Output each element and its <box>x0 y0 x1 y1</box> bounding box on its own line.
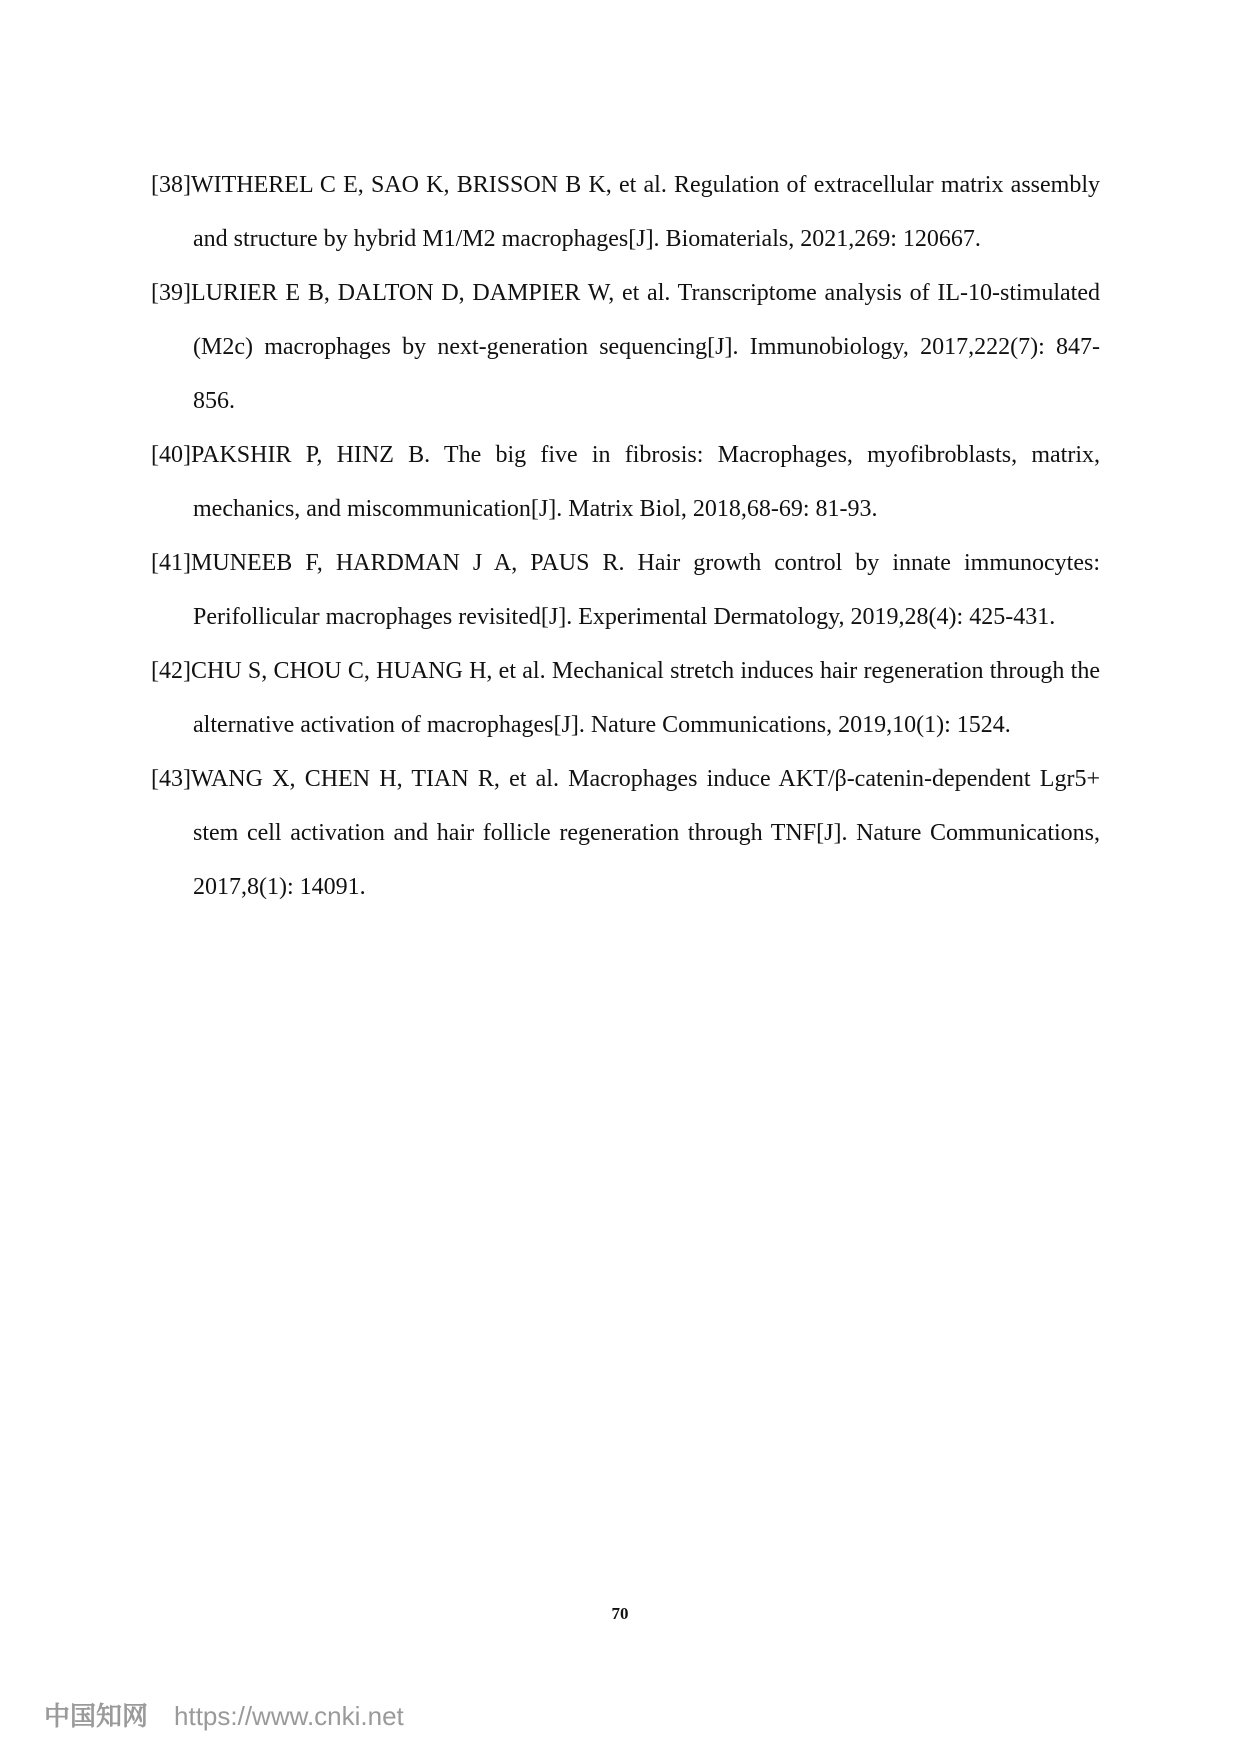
reference-number: [41] <box>151 550 191 576</box>
reference-text: LURIER E B, DALTON D, DAMPIER W, et al. Transcriptome analysis of IL-10-stimulated (M2c) macrophages by next-generation sequencing[J]. Immunobiology, 2017,222(7): 847-856. <box>190 280 1100 414</box>
reference-number: [39] <box>151 280 191 306</box>
reference-item <box>151 536 1100 644</box>
cnki-watermark <box>44 1696 404 1733</box>
reference-item <box>151 644 1100 752</box>
watermark-url: https://www.cnki.net <box>174 1701 404 1731</box>
reference-text: MUNEEB F, HARDMAN J A, PAUS R. Hair growth control by innate immunocytes: Perifollicular macrophages revisited[J]. Experimental Dermatology, 2019,28(4): 425-431. <box>190 550 1100 630</box>
reference-item <box>151 752 1100 914</box>
reference-text: CHU S, CHOU C, HUANG H, et al. Mechanical stretch induces hair regeneration through the alternative activation of macrophages[J]. Nature Communications, 2019,10(1): 1524. <box>190 658 1100 738</box>
reference-item <box>151 266 1100 428</box>
reference-number: [42] <box>151 658 191 684</box>
reference-text: PAKSHIR P, HINZ B. The big five in fibrosis: Macrophages, myofibroblasts, matrix, mechanics, and miscommunication[J]. Matrix Biol, 2018,68-69: 81-93. <box>190 442 1100 522</box>
reference-text: WITHEREL C E, SAO K, BRISSON B K, et al. Regulation of extracellular matrix assembly and structure by hybrid M1/M2 macrophages[J]. Biomaterials, 2021,269: 120667. <box>190 172 1100 252</box>
reference-number: [43] <box>151 766 191 792</box>
watermark-site-name: 中国知网 <box>44 1701 149 1731</box>
reference-number: [40] <box>151 442 191 468</box>
reference-number: [38] <box>151 172 191 198</box>
page-number: 70 <box>611 1604 629 1623</box>
reference-text: WANG X, CHEN H, TIAN R, et al. Macrophages induce AKT/β-catenin-dependent Lgr5+ stem cell activation and hair follicle regeneration through TNF[J]. Nature Communications, 2017,8(1): 14091. <box>190 766 1100 900</box>
reference-item <box>151 158 1100 266</box>
reference-list <box>151 158 1100 914</box>
reference-item <box>151 428 1100 536</box>
